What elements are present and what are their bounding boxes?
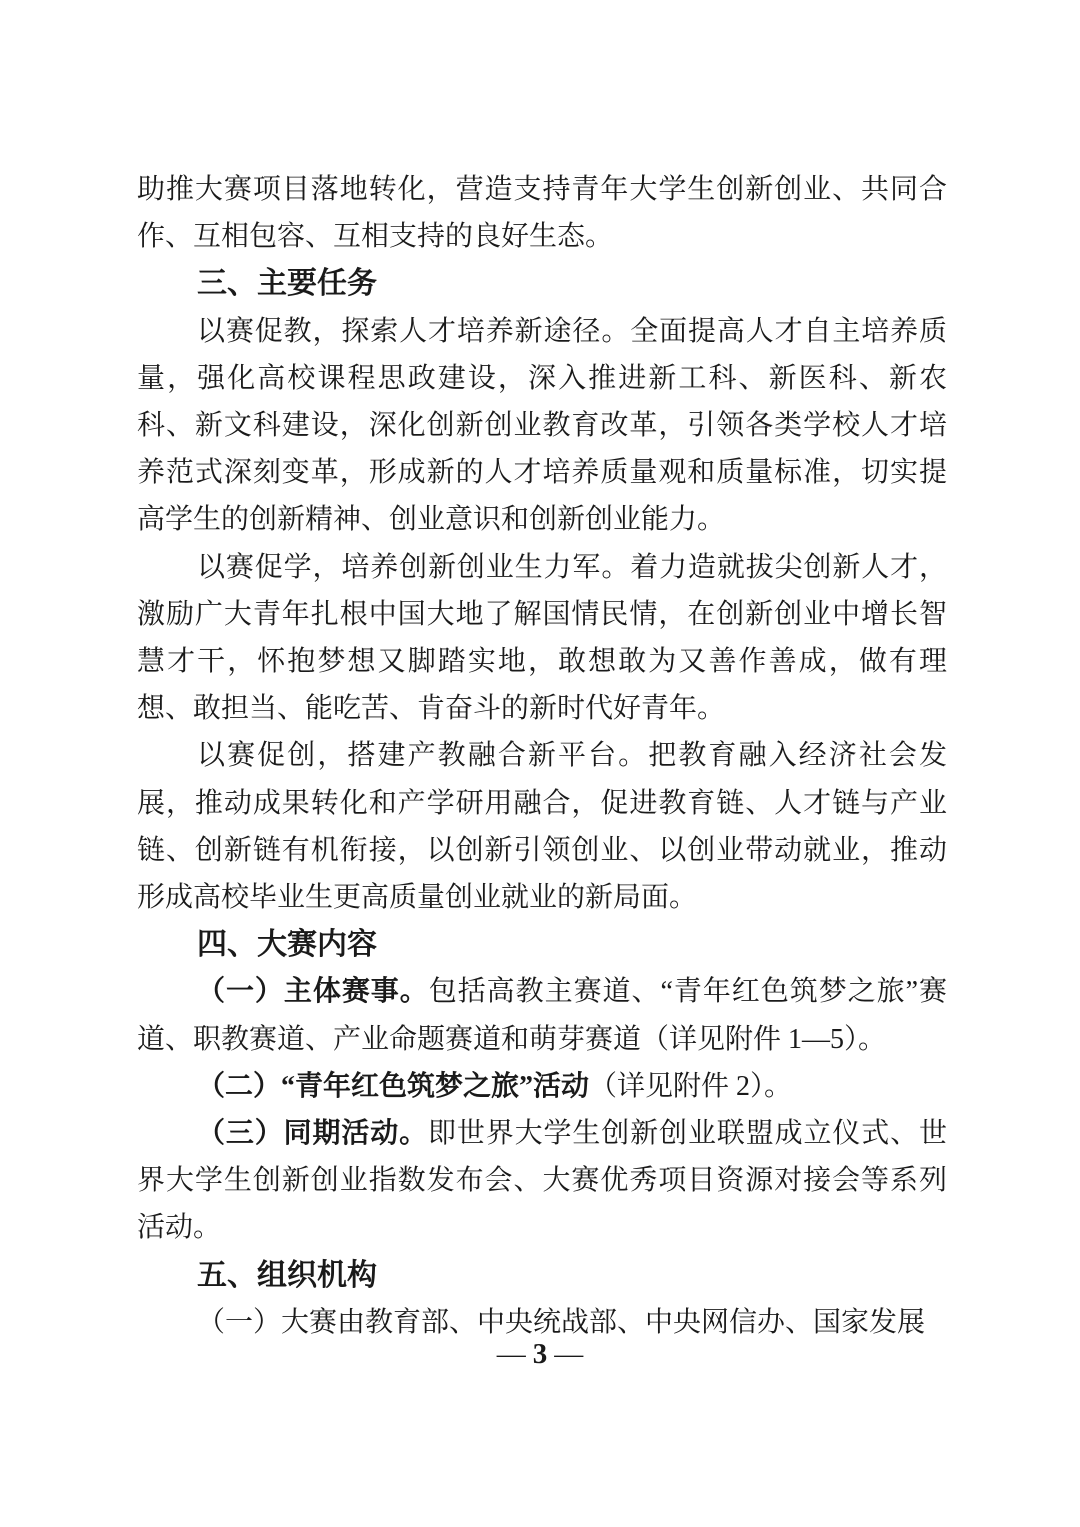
item-red-dream-lead: （二）“青年红色筑梦之旅”活动 <box>197 1070 590 1102</box>
page-number-dash-left: — <box>496 1338 526 1370</box>
page-number-dash-right: — <box>554 1338 584 1370</box>
paragraph-item-concurrent <box>137 1110 947 1252</box>
item-concurrent-body: 即世界大学生创新创业联盟成立仪式、世界大学生创新创业指数发布会、大赛优秀项目资源对接会等系列活动。 <box>137 1118 947 1244</box>
paragraph-promote-entrepreneurship: 以赛促创，搭建产教融合新平台。把教育融入经济社会发展，推动成果转化和产学研用融合，促进教育链、人才链与产业链、创新链有机衔接，以创新引领创业、以创业带动就业，推动形成高校毕业生更高质量创业就业的新局面。 <box>137 740 947 914</box>
item-concurrent-lead: （三）同期活动。 <box>197 1118 429 1150</box>
page-number-value: 3 <box>532 1338 548 1370</box>
paragraph-promote-teaching: 以赛促教，探索人才培养新途径。全面提高人才自主培养质量，强化高校课程思政建设，深入推进新工科、新医科、新农科、新文科建设，深化创新创业教育改革，引领各类学校人才培养范式深刻变革，形成新的人才培养质量观和质量标准，切实提高学生的创新精神、创业意识和创新创业能力。 <box>137 315 947 536</box>
paragraph-organizers: （一）大赛由教育部、中央统战部、中央网信办、国家发展 <box>197 1306 926 1338</box>
section-heading-competition-content: 四、大赛内容 <box>197 928 377 962</box>
section-heading-main-tasks: 三、主要任务 <box>197 267 377 301</box>
document-body <box>137 166 947 1346</box>
item-main-events-body: 包括高教主赛道、“青年红色筑梦之旅”赛道、职教赛道、产业命题赛道和萌芽赛道（详见附件 1—5）。 <box>137 976 947 1055</box>
paragraph-continuation: 助推大赛项目落地转化，营造支持青年大学生创新创业、共同合作、互相包容、互相支持的良好生态。 <box>137 174 947 253</box>
item-red-dream-body: （详见附件 2）。 <box>589 1070 793 1102</box>
item-main-events-lead: （一）主体赛事。 <box>197 976 429 1008</box>
paragraph-item-red-dream <box>137 1063 947 1110</box>
page-number <box>0 1338 1080 1371</box>
paragraph-promote-learning: 以赛促学，培养创新创业生力军。着力造就拔尖创新人才，激励广大青年扎根中国大地了解国情民情，在创新创业中增长智慧才干，怀抱梦想又脚踏实地，敢想敢为又善作善成，做有理想、敢担当、能吃苦、肯奋斗的新时代好青年。 <box>137 551 947 725</box>
section-heading-organization: 五、组织机构 <box>197 1258 377 1292</box>
paragraph-item-main-events <box>137 968 947 1062</box>
